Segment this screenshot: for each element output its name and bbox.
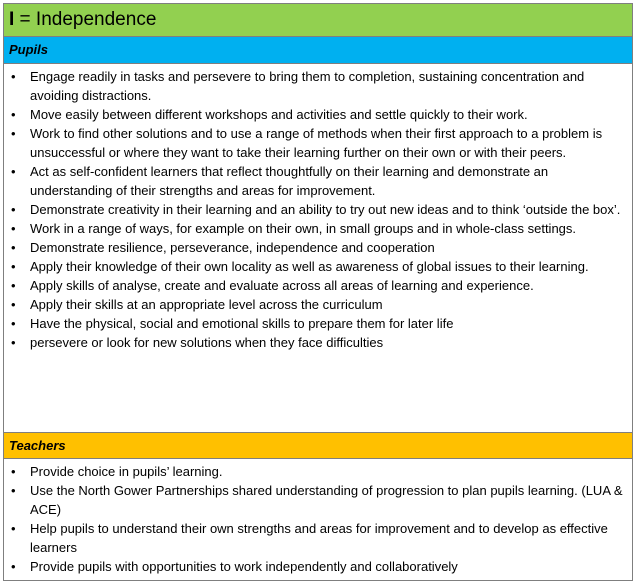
list-item bbox=[4, 481, 624, 519]
bullet-icon: • bbox=[11, 464, 16, 479]
list-item bbox=[4, 200, 624, 219]
pupils-header bbox=[4, 37, 632, 64]
title-row bbox=[4, 4, 632, 37]
bullet-icon: • bbox=[11, 202, 16, 217]
list-item bbox=[4, 162, 624, 200]
list-item-text: Provide pupils with opportunities to work independently and collaboratively bbox=[30, 559, 458, 574]
bullet-icon: • bbox=[11, 69, 16, 84]
list-item-text: persevere or look for new solutions when they face difficulties bbox=[30, 335, 384, 350]
bullet-icon: • bbox=[11, 559, 16, 574]
list-item-text: Apply skills of analyse, create and evaluate across all areas of learning and experience. bbox=[30, 278, 534, 293]
list-item-text: Provide choice in pupils’ learning. bbox=[30, 464, 223, 479]
list-item bbox=[4, 333, 624, 352]
list-item-text: Work in a range of ways, for example on their own, in small groups and in whole-class settings. bbox=[30, 221, 577, 236]
title-rest: = Independence bbox=[14, 9, 157, 30]
list-item bbox=[4, 238, 624, 257]
title-letter: I bbox=[9, 9, 15, 30]
page-title bbox=[9, 9, 156, 31]
list-item-text: Engage readily in tasks and persevere to bring them to completion, sustaining concentration and avoiding distractions. bbox=[30, 69, 585, 103]
list-item bbox=[4, 219, 624, 238]
list-item bbox=[4, 67, 624, 105]
list-item bbox=[4, 257, 624, 276]
teachers-list bbox=[4, 462, 624, 576]
list-item bbox=[4, 105, 624, 124]
pupils-heading: Pupils bbox=[9, 42, 49, 57]
bullet-icon: • bbox=[11, 521, 16, 536]
list-item-text: Move easily between different workshops and activities and settle quickly to their work. bbox=[30, 107, 528, 122]
bullet-icon: • bbox=[11, 259, 16, 274]
bullet-icon: • bbox=[11, 107, 16, 122]
list-item bbox=[4, 124, 624, 162]
bullet-icon: • bbox=[11, 297, 16, 312]
bullet-icon: • bbox=[11, 483, 16, 498]
teachers-header bbox=[4, 432, 632, 459]
list-item-text: Help pupils to understand their own strengths and areas for improvement and to develop as effective learners bbox=[30, 521, 608, 555]
independence-table bbox=[3, 3, 633, 581]
list-item-text: Work to find other solutions and to use a range of methods when their first approach to a problem is unsuccessful or where they want to take their learning further on their own or with their peers. bbox=[30, 126, 603, 160]
list-item-text: Apply their knowledge of their own locality as well as awareness of global issues to their learning. bbox=[30, 259, 589, 274]
list-item bbox=[4, 557, 624, 576]
bullet-icon: • bbox=[11, 164, 16, 179]
bullet-icon: • bbox=[11, 335, 16, 350]
bullet-icon: • bbox=[11, 126, 16, 141]
bullet-icon: • bbox=[11, 278, 16, 293]
bullet-icon: • bbox=[11, 221, 16, 236]
bullet-icon: • bbox=[11, 316, 16, 331]
list-item bbox=[4, 276, 624, 295]
list-item bbox=[4, 519, 624, 557]
list-item-text: Use the North Gower Partnerships shared understanding of progression to plan pupils learning. (LUA & ACE) bbox=[30, 483, 623, 517]
list-item bbox=[4, 314, 624, 333]
list-item-text: Have the physical, social and emotional skills to prepare them for later life bbox=[30, 316, 454, 331]
list-item-text: Apply their skills at an appropriate level across the curriculum bbox=[30, 297, 383, 312]
list-item bbox=[4, 295, 624, 314]
teachers-heading: Teachers bbox=[9, 438, 66, 453]
list-item-text: Act as self-confident learners that reflect thoughtfully on their learning and demonstrate an understanding of their strengths and areas for improvement. bbox=[30, 164, 549, 198]
pupils-list bbox=[4, 67, 624, 352]
list-item bbox=[4, 462, 624, 481]
list-item-text: Demonstrate resilience, perseverance, independence and cooperation bbox=[30, 240, 435, 255]
bullet-icon: • bbox=[11, 240, 16, 255]
list-item-text: Demonstrate creativity in their learning and an ability to try out new ideas and to think ‘outside the box’. bbox=[30, 202, 621, 217]
